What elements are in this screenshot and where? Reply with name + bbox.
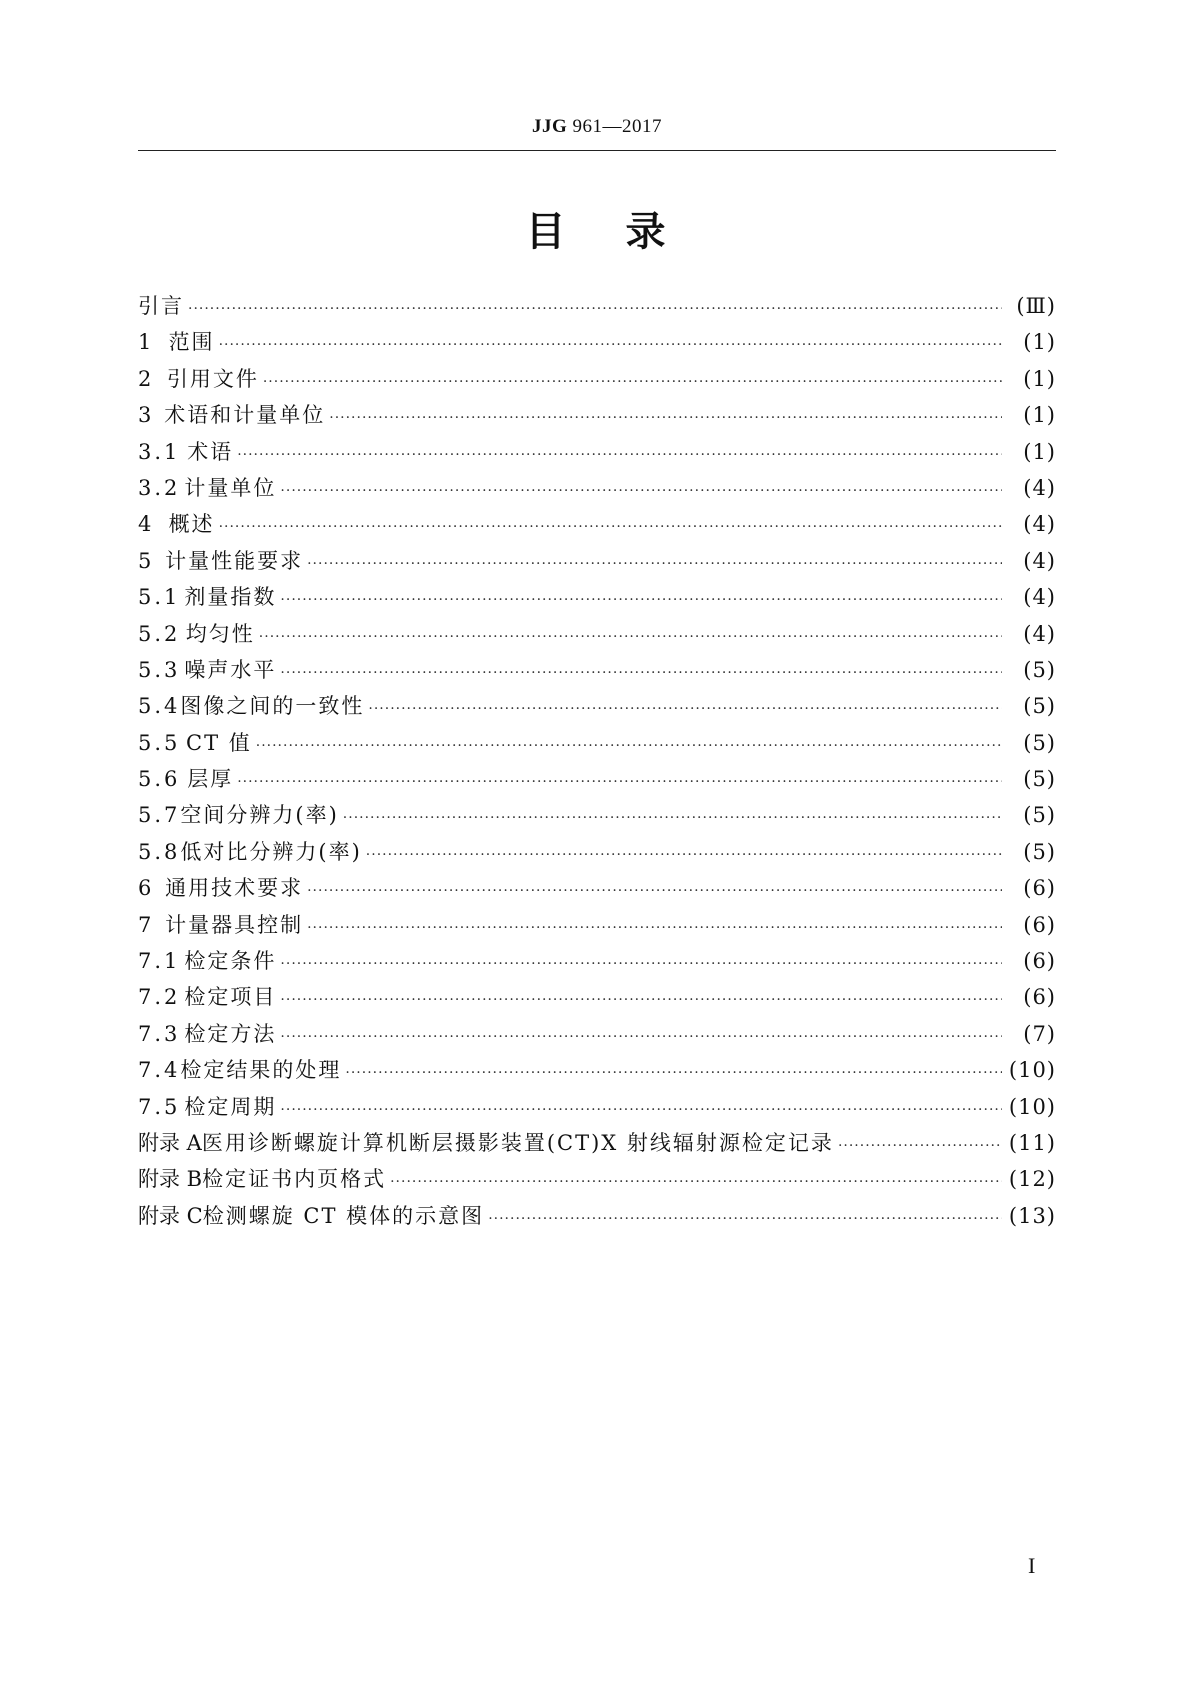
toc-entry-label: 术语和计量单位 <box>164 403 326 428</box>
toc-leader-dots <box>219 337 1002 353</box>
toc-entry-number: 7 <box>138 912 155 937</box>
toc-entry-page: (4) <box>1023 621 1056 646</box>
toc-entry[interactable] <box>138 945 1056 981</box>
toc-leader-dots <box>366 847 1002 863</box>
toc-leader-dots <box>259 629 1002 645</box>
toc-leader-dots <box>219 519 1002 535</box>
toc-entry-number: 7.3 <box>138 1021 181 1046</box>
toc-entry-label: 空间分辨力(率) <box>180 803 339 828</box>
toc-entry-number: 3.2 <box>138 475 181 500</box>
toc-entry-number: 7.5 <box>138 1094 181 1119</box>
toc-entry-page: (7) <box>1023 1021 1056 1046</box>
toc-entry[interactable] <box>138 363 1056 399</box>
toc-entry-label: CT 值 <box>186 730 252 755</box>
toc-entry-page: (5) <box>1023 694 1056 719</box>
toc-entry-label: 计量单位 <box>184 475 277 500</box>
toc-entry-page: (6) <box>1023 876 1056 901</box>
toc-leader-dots <box>280 992 1002 1008</box>
toc-leader-dots <box>280 665 1002 681</box>
toc-entry[interactable] <box>138 326 1056 362</box>
toc-entry-page: (4) <box>1023 585 1056 610</box>
toc-entry-label: 均匀性 <box>185 621 255 646</box>
page-header <box>138 116 1056 138</box>
toc-entry-label: 检定条件 <box>184 949 277 974</box>
toc-entry-label: 术语 <box>187 439 234 464</box>
toc-entry-label: 检定证书内页格式 <box>202 1167 387 1192</box>
toc-entry-page: (1) <box>1023 439 1056 464</box>
toc-entry[interactable] <box>138 618 1056 654</box>
toc-entry-page: (13) <box>1008 1203 1056 1228</box>
toc-entry-label: 引言 <box>138 294 184 318</box>
toc-entry-label: 通用技术要求 <box>165 876 304 901</box>
toc-entry[interactable] <box>138 836 1056 872</box>
toc-entry[interactable] <box>138 799 1056 835</box>
toc-leader-dots <box>307 883 1002 899</box>
toc-entry-number: 4 <box>138 512 155 537</box>
toc-leader-dots <box>343 810 1002 826</box>
toc-leader-dots <box>280 483 1002 499</box>
toc-entry-page: (1) <box>1023 330 1056 355</box>
toc-leader-dots <box>488 1211 1002 1227</box>
toc-entry-page: (Ⅲ) <box>1016 294 1056 318</box>
toc-entry[interactable] <box>138 1091 1056 1127</box>
toc-entry-label: 图像之间的一致性 <box>180 694 365 719</box>
toc-leader-dots <box>256 738 1002 754</box>
toc-entry-page: (11) <box>1008 1130 1056 1155</box>
toc-leader-dots <box>280 1029 1002 1045</box>
toc-entry-number: 5 <box>138 548 155 573</box>
toc-leader-dots <box>329 410 1002 426</box>
toc-entry-label: 检测螺旋 CT 模体的示意图 <box>202 1203 485 1228</box>
toc-leader-dots <box>237 774 1002 790</box>
toc-entry-number: 7.2 <box>138 985 181 1010</box>
page-title-char-1: 目 <box>525 209 566 255</box>
toc-entry[interactable] <box>138 399 1056 435</box>
toc-entry[interactable] <box>138 690 1056 726</box>
toc-entry-page: (5) <box>1023 767 1056 792</box>
toc-entry-page: (5) <box>1023 839 1056 864</box>
toc-entry[interactable] <box>138 872 1056 908</box>
toc-entry-number: 6 <box>138 876 155 901</box>
toc-entry[interactable] <box>138 1163 1056 1199</box>
toc-entry-page: (5) <box>1023 657 1056 682</box>
toc-entry[interactable] <box>138 654 1056 690</box>
toc-entry[interactable] <box>138 472 1056 508</box>
toc-entry-page: (6) <box>1023 985 1056 1010</box>
toc-entry-number: 5.2 <box>138 621 181 646</box>
standard-number: 961—2017 <box>567 116 663 137</box>
toc-entry[interactable] <box>138 1018 1056 1054</box>
toc-entry-label: 检定方法 <box>184 1021 277 1046</box>
toc-entry-label: 噪声水平 <box>184 657 277 682</box>
toc-entry-number: 1 <box>138 330 155 355</box>
toc-entry[interactable] <box>138 981 1056 1017</box>
toc-leader-dots <box>390 1174 1002 1190</box>
page-title-char-2: 录 <box>625 209 666 255</box>
toc-entry-label: 引用文件 <box>166 366 259 391</box>
toc-leader-dots <box>280 1102 1002 1118</box>
toc-entry-page: (6) <box>1023 949 1056 974</box>
toc-entry-page: (6) <box>1023 912 1056 937</box>
toc-entry-label: 剂量指数 <box>184 585 277 610</box>
toc-entry-label: 范围 <box>168 330 215 355</box>
toc-leader-dots <box>345 1065 1002 1081</box>
toc-entry-label: 概述 <box>168 512 215 537</box>
toc-leader-dots <box>280 956 1002 972</box>
toc-leader-dots <box>307 556 1002 572</box>
toc-entry-number: 7.4 <box>138 1058 181 1083</box>
toc-entry-number: 5.8 <box>138 839 181 864</box>
toc-entry-label: 医用诊断螺旋计算机断层摄影装置(CT)X 射线辐射源检定记录 <box>201 1130 834 1155</box>
toc-entry-label: 计量性能要求 <box>165 548 304 573</box>
toc-entry-number: 2 <box>138 366 155 391</box>
toc-leader-dots <box>838 1138 1002 1154</box>
toc-entry-number: 5.3 <box>138 657 181 682</box>
toc-entry-number: 5.6 <box>138 767 181 792</box>
toc-entry-number: 3.1 <box>138 439 181 464</box>
toc-leader-dots <box>307 920 1002 936</box>
toc-entry[interactable] <box>138 1127 1056 1163</box>
toc-entry[interactable] <box>138 508 1056 544</box>
toc-entry-page: (12) <box>1008 1167 1056 1192</box>
toc-entry-number: 7.1 <box>138 949 181 974</box>
toc-entry[interactable] <box>138 545 1056 581</box>
toc-entry-number: 附录 C <box>138 1203 203 1228</box>
toc-entry[interactable] <box>138 1200 1056 1236</box>
toc-leader-dots <box>280 592 1002 608</box>
toc-entry-number: 5.4 <box>138 694 181 719</box>
header-rule <box>138 150 1056 151</box>
toc-entry-page: (1) <box>1023 366 1056 391</box>
toc-entry-number: 附录 A <box>138 1130 202 1155</box>
toc-entry-page: (1) <box>1023 403 1056 428</box>
toc-leader-dots <box>263 374 1002 390</box>
toc-entry[interactable] <box>138 290 1056 326</box>
toc-entry-label: 低对比分辨力(率) <box>180 839 362 864</box>
toc-entry-page: (4) <box>1023 512 1056 537</box>
toc-entry[interactable] <box>138 436 1056 472</box>
toc-entry-page: (5) <box>1023 803 1056 828</box>
standard-prefix: JJG <box>531 116 568 137</box>
toc-entry[interactable] <box>138 909 1056 945</box>
page-title <box>0 200 1191 257</box>
toc-entry[interactable] <box>138 727 1056 763</box>
toc-entry-page: (4) <box>1023 548 1056 573</box>
toc-entry-number: 3 <box>138 403 155 428</box>
toc-entry-page: (10) <box>1008 1094 1056 1119</box>
toc-entry-number: 5.5 <box>138 730 181 755</box>
toc-entry-label: 检定结果的处理 <box>180 1058 342 1083</box>
toc-entry-number: 5.7 <box>138 803 181 828</box>
toc-entry-number: 附录 B <box>138 1167 203 1192</box>
toc-entry-number: 5.1 <box>138 585 181 610</box>
toc-entry[interactable] <box>138 763 1056 799</box>
toc-entry-page: (5) <box>1023 730 1056 755</box>
table-of-contents <box>138 290 1056 1236</box>
toc-entry-label: 检定周期 <box>184 1094 277 1119</box>
toc-entry-page: (10) <box>1008 1058 1056 1083</box>
toc-leader-dots <box>368 701 1002 717</box>
page-number: I <box>1028 1553 1036 1578</box>
toc-entry-page: (4) <box>1023 475 1056 500</box>
toc-entry[interactable] <box>138 1054 1056 1090</box>
toc-entry[interactable] <box>138 581 1056 617</box>
toc-entry-label: 层厚 <box>187 767 234 792</box>
toc-leader-dots <box>188 301 1002 317</box>
toc-entry-label: 计量器具控制 <box>165 912 304 937</box>
toc-entry-label: 检定项目 <box>184 985 277 1010</box>
toc-leader-dots <box>237 447 1002 463</box>
